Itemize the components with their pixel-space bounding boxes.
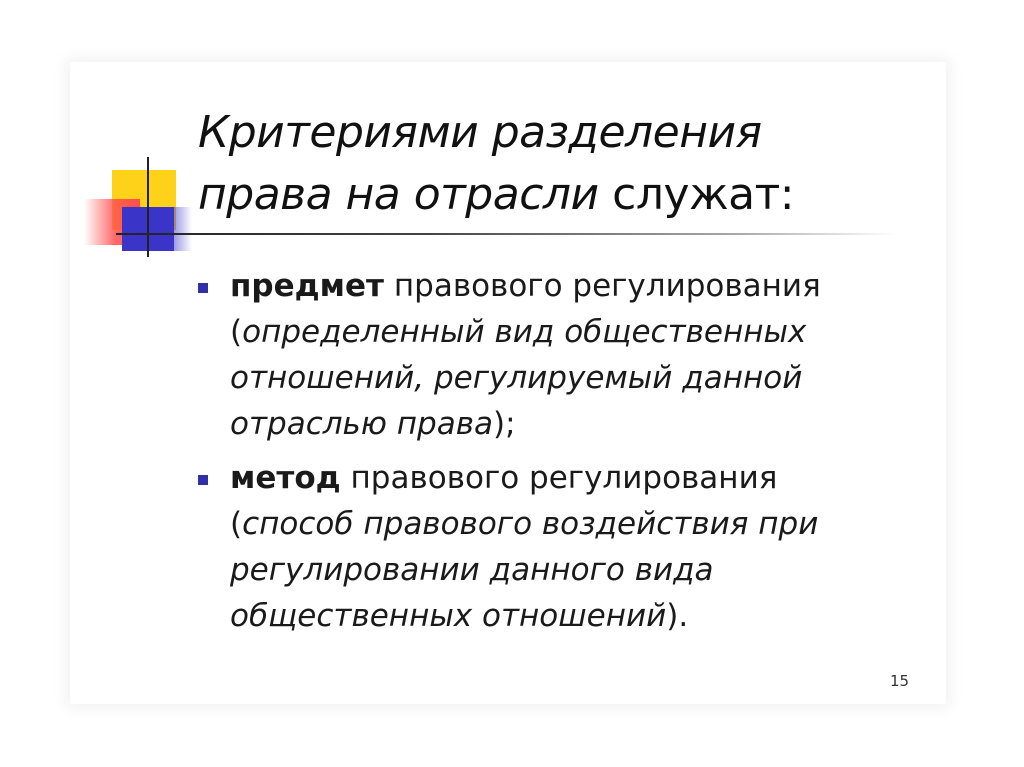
bullet-list xyxy=(198,263,888,647)
page-number: 15 xyxy=(890,672,910,690)
title-regular-part: служат: xyxy=(612,169,795,220)
bullet-square-icon xyxy=(198,475,208,485)
bullet-term: предмет xyxy=(230,268,385,304)
bullet-open-paren: ( xyxy=(230,314,243,350)
bullet-item-method xyxy=(198,455,888,639)
slide-title xyxy=(198,102,898,226)
bullet-open-paren: ( xyxy=(230,506,243,542)
bullet-description: способ правового воздействия при регулировании данного вида общественных отношений xyxy=(230,506,819,634)
bullet-close: ). xyxy=(666,598,689,634)
bullet-text: правового регулирования xyxy=(350,460,778,496)
title-underline xyxy=(116,233,896,235)
title-italic-part: Критериями разделения права на отрасли xyxy=(198,107,762,220)
decor-blue-fade xyxy=(170,207,192,251)
decor-vertical-line xyxy=(147,157,149,257)
bullet-text: правового регулирования xyxy=(393,268,821,304)
bullet-description: определенный вид общественных отношений, регулируемый данной отраслью права xyxy=(230,314,807,442)
bullet-square-icon xyxy=(198,283,208,293)
bullet-item-subject xyxy=(198,263,888,447)
bullet-close: ); xyxy=(493,406,516,442)
bullet-term: метод xyxy=(230,460,341,496)
